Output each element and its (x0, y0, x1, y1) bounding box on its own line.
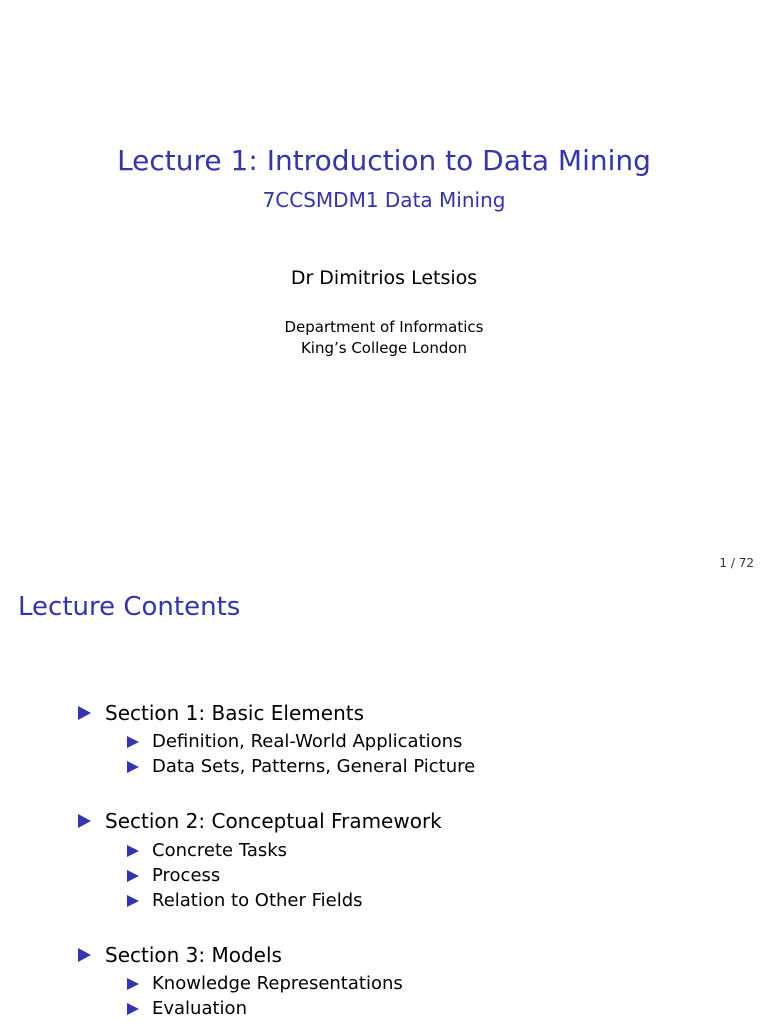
page-number: 1 / 72 (719, 556, 754, 570)
section-3 (78, 943, 282, 967)
section-1-item-2 (127, 756, 475, 777)
section-2-item-2 (127, 865, 220, 886)
section-3-item-1 (127, 973, 403, 994)
section-1-item-2-label: Data Sets, Patterns, General Picture (152, 756, 476, 777)
triangle-bullet-icon (127, 845, 139, 857)
section-1 (78, 701, 364, 725)
section-2-label: Section 2: Conceptual Framework (105, 809, 442, 833)
institute-department: Department of Informatics (284, 318, 484, 336)
section-1-item-1 (127, 731, 462, 752)
triangle-bullet-icon (127, 895, 139, 907)
section-2-item-1-label: Concrete Tasks (152, 840, 288, 861)
triangle-bullet-icon (127, 736, 139, 748)
section-2 (78, 809, 442, 833)
section-3-item-2 (127, 998, 247, 1019)
section-3-item-1-label: Knowledge Representations (152, 973, 403, 994)
triangle-bullet-icon (78, 948, 91, 962)
institute-college: King’s College London (300, 339, 468, 357)
triangle-bullet-icon (127, 1003, 139, 1015)
triangle-bullet-icon (127, 870, 139, 882)
triangle-bullet-icon (78, 814, 91, 828)
lecture-title: Lecture 1: Introduction to Data Mining (117, 144, 651, 177)
frame-title: Lecture Contents (18, 592, 241, 622)
triangle-bullet-icon (78, 706, 91, 720)
section-3-item-2-label: Evaluation (152, 998, 247, 1019)
author-name: Dr Dimitrios Letsios (290, 267, 478, 289)
section-2-item-1 (127, 840, 287, 861)
section-1-label: Section 1: Basic Elements (105, 701, 365, 725)
section-2-item-3-label: Relation to Other Fields (152, 890, 363, 911)
section-2-item-2-label: Process (152, 865, 221, 886)
section-2-item-3 (127, 890, 363, 911)
course-subtitle: 7CCSMDM1 Data Mining (262, 188, 506, 212)
section-1-item-1-label: Definition, Real-World Applications (152, 731, 463, 752)
section-3-label: Section 3: Models (105, 943, 282, 967)
triangle-bullet-icon (127, 978, 139, 990)
triangle-bullet-icon (127, 761, 139, 773)
